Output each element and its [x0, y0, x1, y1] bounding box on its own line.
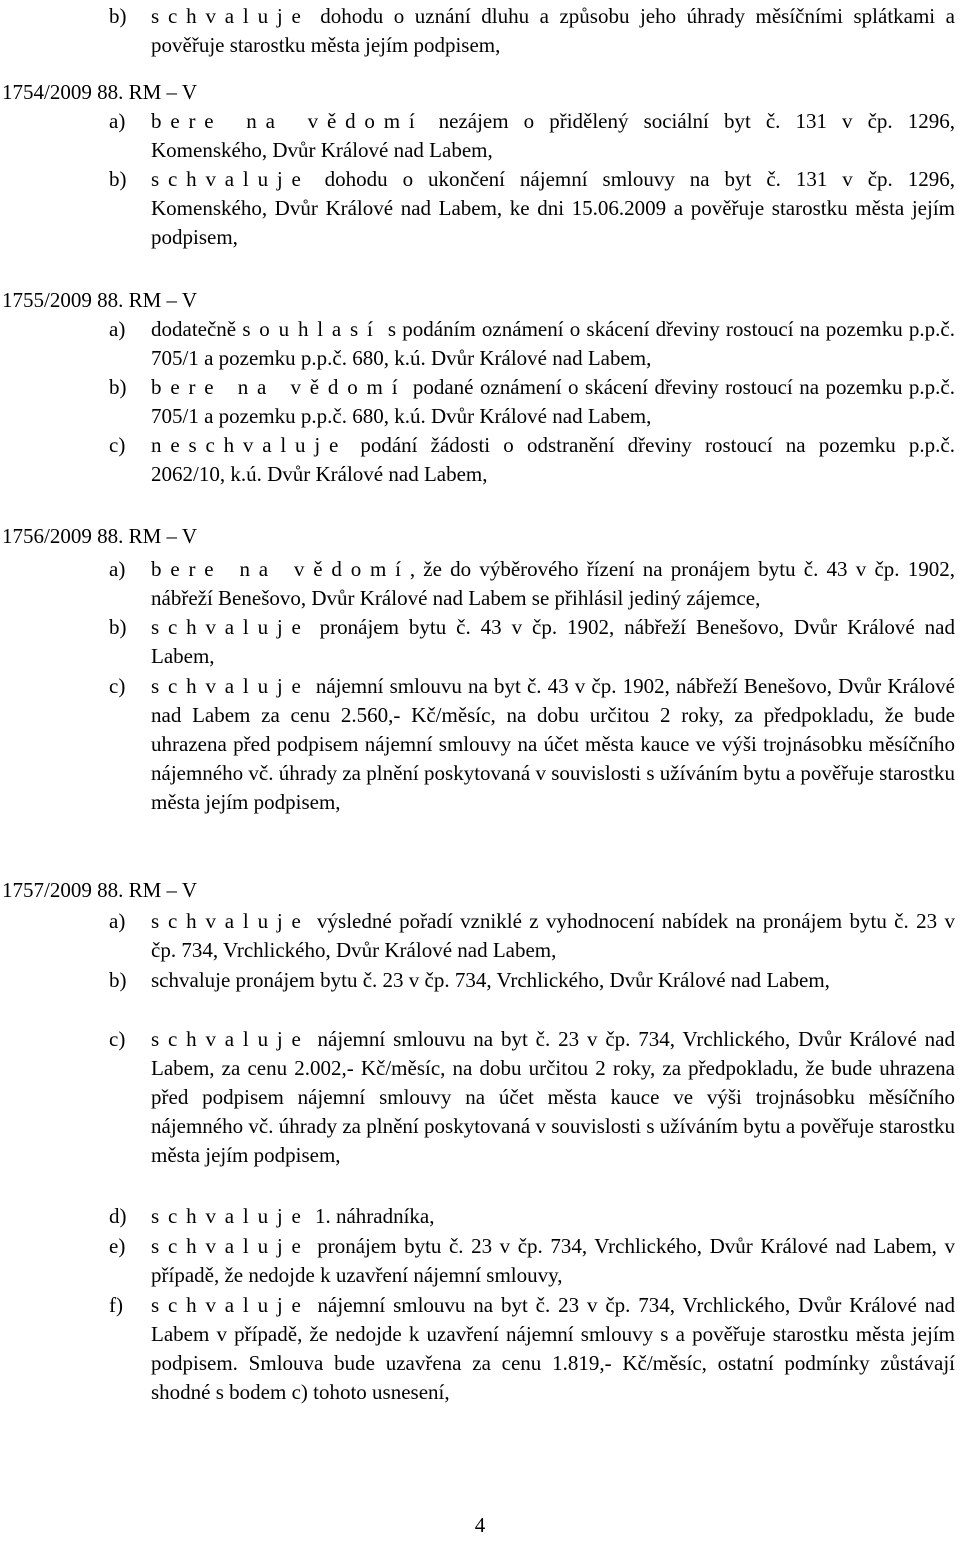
item-letter: c) — [109, 1027, 126, 1051]
keyword: schvaluje — [151, 1293, 310, 1317]
item-letter: a) — [109, 909, 126, 933]
resolution-heading: 1757/2009 88. RM – V — [2, 878, 198, 902]
item-letter: f) — [109, 1293, 123, 1317]
item-text: schvaluje pronájem bytu č. 43 v čp. 1902, nábřeží Benešovo, Dvůr Králové nad Labem, — [151, 615, 955, 668]
item-letter: d) — [109, 1204, 127, 1228]
keyword: bere na vědomí — [151, 375, 407, 399]
resolution-item — [109, 165, 955, 252]
item-text: schvaluje nájemní smlouvu na byt č. 23 v čp. 734, Vrchlického, Dvůr Králové nad Labem v případě, že nedojde k uzavření nájemní smlouvy s a pověřuje starostku města jejím podpisem. Smlouva bude uzavřena za cenu 1.819,- Kč/měsíc, ostatní podmínky zůstávají shodné s bodem c) tohoto usnesení, — [151, 1293, 955, 1404]
item-text: neschvaluje podání žádosti o odstranění dřeviny rostoucí na pozemku p.p.č. 2062/10, k.ú. Dvůr Králové nad Labem, — [151, 433, 955, 486]
resolution-item — [109, 315, 955, 373]
resolution-item — [109, 907, 955, 965]
keyword: schvaluje — [151, 1234, 310, 1258]
resolution-heading: 1756/2009 88. RM – V — [2, 524, 198, 548]
item-text: schvaluje pronájem bytu č. 23 v čp. 734, Vrchlického, Dvůr Králové nad Labem, — [151, 968, 830, 992]
resolution-item — [109, 373, 955, 431]
keyword: schvaluje — [151, 4, 310, 28]
keyword: schvaluje — [151, 1027, 310, 1051]
item-text: schvaluje dohodu o ukončení nájemní smlouvy na byt č. 131 v čp. 1296, Komenského, Dvůr Králové nad Labem, ke dni 15.06.2009 a pověřuje starostku města jejím podpisem, — [151, 167, 955, 249]
item-text: bere na vědomí, že do výběrového řízení na pronájem bytu č. 43 v čp. 1902, nábřeží Benešovo, Dvůr Králové nad Labem se přihlásil jediný zájemce, — [151, 557, 955, 610]
resolution-item — [109, 555, 955, 613]
item-letter: c) — [109, 674, 126, 698]
resolution-item — [109, 1025, 955, 1170]
item-text: dodatečně souhlasí s podáním oznámení o skácení dřeviny rostoucí na pozemku p.p.č. 705/1 a pozemku p.p.č. 680, k.ú. Dvůr Králové nad Labem, — [151, 317, 955, 370]
item-text: schvaluje 1. náhradníka, — [151, 1204, 435, 1228]
resolution-item — [109, 1202, 955, 1231]
item-letter: e) — [109, 1234, 126, 1258]
item-text: schvaluje výsledné pořadí vzniklé z vyhodnocení nabídek na pronájem bytu č. 23 v čp. 734, Vrchlického, Dvůr Králové nad Labem, — [151, 909, 955, 962]
keyword: neschvaluje — [151, 433, 348, 457]
resolution-item — [109, 613, 955, 671]
keyword: souhlasí — [242, 317, 382, 341]
resolution-heading: 1755/2009 88. RM – V — [2, 288, 198, 312]
item-text: schvaluje nájemní smlouvu na byt č. 23 v čp. 734, Vrchlického, Dvůr Králové nad Labem, za cenu 2.002,- Kč/měsíc, na dobu určitou 2 roky, za předpokladu, že bude uhrazena před podpisem nájemní smlouvy na účet města kauce ve výši trojnásobku měsíčního nájemného vč. úhrady za plnění poskytovaná v souvislosti s užíváním bytu a pověřuje starostku města jejím podpisem, — [151, 1027, 955, 1167]
resolution-item — [109, 1232, 955, 1290]
resolution-item — [109, 966, 955, 995]
item-letter: b) — [109, 615, 127, 639]
page-number: 4 — [474, 1513, 486, 1537]
keyword: bere na vědomí — [151, 109, 424, 133]
keyword: schvaluje — [151, 909, 310, 933]
keyword: bere na vědomí — [151, 557, 410, 581]
item-letter: c) — [109, 433, 126, 457]
resolution-item — [109, 1291, 955, 1407]
resolution-item — [109, 107, 955, 165]
item-letter: a) — [109, 109, 126, 133]
item-letter: a) — [109, 317, 126, 341]
item-text: schvaluje nájemní smlouvu na byt č. 43 v čp. 1902, nábřeží Benešovo, Dvůr Králové nad Labem za cenu 2.560,- Kč/měsíc, na dobu určitou 2 roky, za předpokladu, že bude uhrazena před podpisem nájemní smlouvy na účet města kauce ve výši trojnásobku měsíčního nájemného vč. úhrady za plnění poskytovaná v souvislosti s užíváním bytu a pověřuje starostku města jejím podpisem, — [151, 674, 955, 814]
item-letter: b) — [109, 4, 127, 28]
resolution-item — [109, 672, 955, 817]
item-text: schvaluje pronájem bytu č. 23 v čp. 734, Vrchlického, Dvůr Králové nad Labem, v případě, že nedojde k uzavření nájemní smlouvy, — [151, 1234, 955, 1287]
item-letter: b) — [109, 968, 127, 992]
keyword: schvaluje — [151, 674, 310, 698]
item-letter: b) — [109, 167, 127, 191]
item-text: schvaluje dohodu o uznání dluhu a způsobu jeho úhrady měsíčními splátkami a pověřuje starostku města jejím podpisem, — [151, 4, 955, 57]
resolution-item — [109, 2, 955, 60]
item-text: bere na vědomí podané oznámení o skácení dřeviny rostoucí na pozemku p.p.č. 705/1 a pozemku p.p.č. 680, k.ú. Dvůr Králové nad Labem, — [151, 375, 955, 428]
item-text: bere na vědomí nezájem o přidělený sociální byt č. 131 v čp. 1296, Komenského, Dvůr Králové nad Labem, — [151, 109, 955, 162]
keyword: schvaluje — [151, 1204, 310, 1228]
keyword: schvaluje — [151, 615, 310, 639]
keyword: schvaluje — [151, 167, 310, 191]
item-letter: a) — [109, 557, 126, 581]
resolution-heading: 1754/2009 88. RM – V — [2, 80, 198, 104]
item-letter: b) — [109, 375, 127, 399]
resolution-item — [109, 431, 955, 489]
